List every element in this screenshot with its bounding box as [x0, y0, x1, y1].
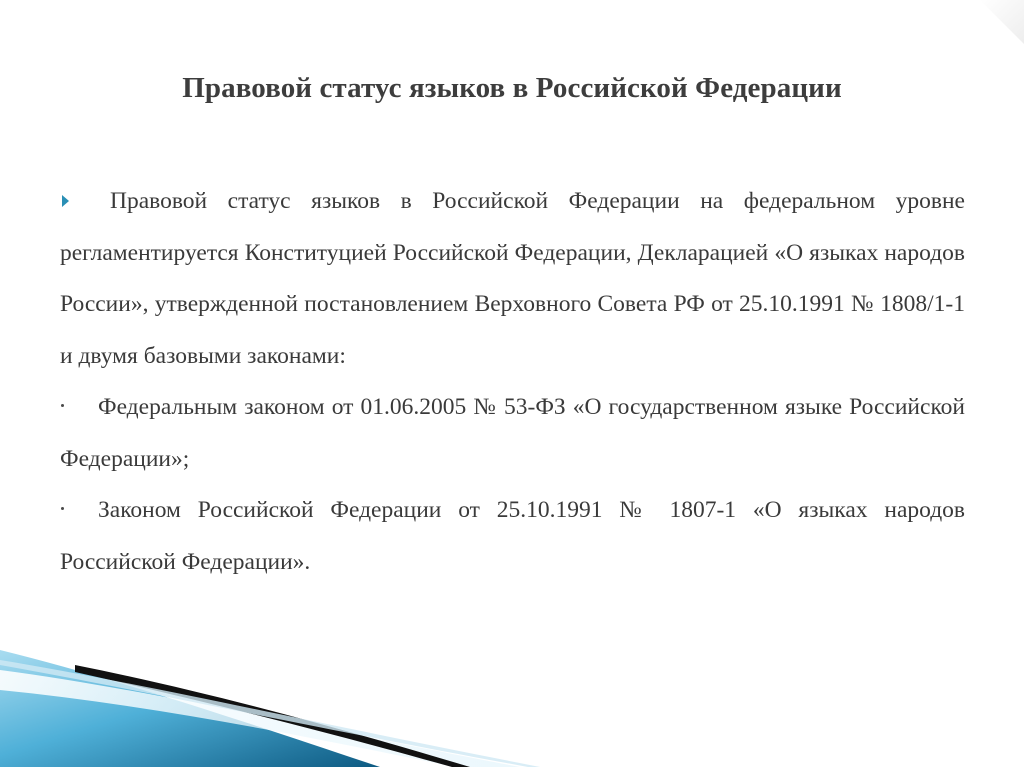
intro-paragraph: [60, 176, 965, 382]
list-item: [60, 382, 965, 485]
slide-body: [60, 176, 965, 588]
intro-text: Правовой статус языков в Российской Федерации на федеральном уровне регламентируется Конституцией Российской Федерации, Декларацией «О языках народов России», утвержденной постановлением Верховного Совета РФ от 25.10.1991 № 1808/1-1 и двумя базовыми законами:: [60, 188, 965, 369]
list-item: [60, 485, 965, 588]
slide-title: Правовой статус языков в Российской Федерации: [182, 72, 842, 104]
triangle-bullet-icon: [62, 195, 69, 207]
dot-bullet-icon: [61, 404, 64, 407]
list-item-text: Законом Российской Федерации от 25.10.1991 № 1807-1 «О языках народов Российской Федерации».: [60, 497, 965, 575]
dot-bullet-icon: [61, 507, 64, 510]
list-item-text: Федеральным законом от 01.06.2005 № 53-ФЗ «О государственном языке Российской Федерации»;: [60, 394, 965, 472]
